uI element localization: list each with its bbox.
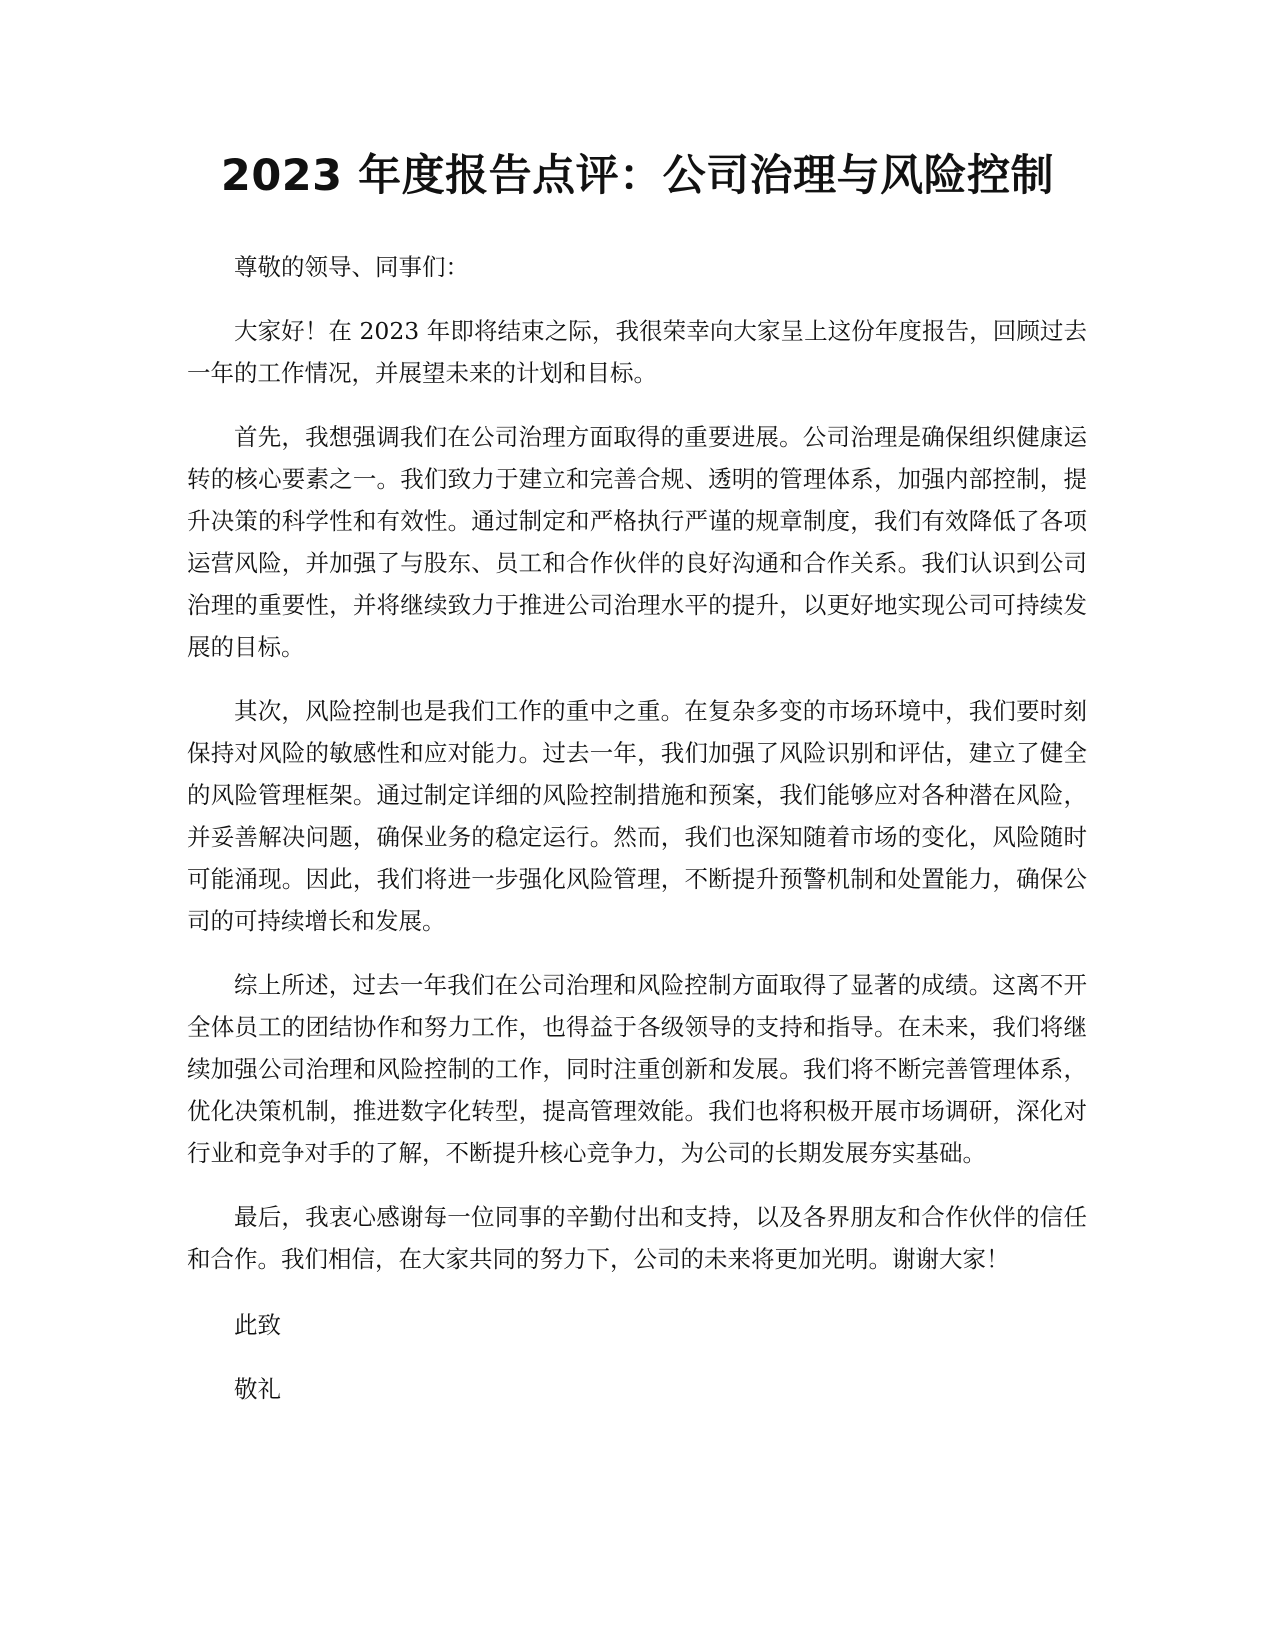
paragraph-thanks: 最后，我衷心感谢每一位同事的辛勤付出和支持，以及各界朋友和合作伙伴的信任和合作。我们相信，在大家共同的努力下，公司的未来将更加光明。谢谢大家！	[187, 1203, 1087, 1273]
closing-regards: 此致	[234, 1311, 281, 1339]
paragraph-corporate-governance: 首先，我想强调我们在公司治理方面取得的重要进展。公司治理是确保组织健康运转的核心要素之一。我们致力于建立和完善合规、透明的管理体系，加强内部控制，提升决策的科学性和有效性。通过制定和严格执行严谨的规章制度，我们有效降低了各项运营风险，并加强了与股东、员工和合作伙伴的良好沟通和合作关系。我们认识到公司治理的重要性，并将继续致力于推进公司治理水平的提升，以更好地实现公司可持续发展的目标。	[187, 423, 1087, 661]
paragraph-greeting: 大家好！在 2023 年即将结束之际，我很荣幸向大家呈上这份年度报告，回顾过去一年的工作情况，并展望未来的计划和目标。	[187, 317, 1087, 387]
document-body	[187, 246, 1087, 1430]
closing-salute: 敬礼	[234, 1375, 281, 1403]
paragraph-summary: 综上所述，过去一年我们在公司治理和风险控制方面取得了显著的成绩。这离不开全体员工的团结协作和努力工作，也得益于各级领导的支持和指导。在未来，我们将继续加强公司治理和风险控制的工作，同时注重创新和发展。我们将不断完善管理体系，优化决策机制，推进数字化转型，提高管理效能。我们也将积极开展市场调研，深化对行业和竞争对手的了解，不断提升核心竞争力，为公司的长期发展夯实基础。	[187, 971, 1087, 1167]
document-title: 2023 年度报告点评：公司治理与风险控制	[220, 151, 1055, 201]
paragraph-risk-control: 其次，风险控制也是我们工作的重中之重。在复杂多变的市场环境中，我们要时刻保持对风险的敏感性和应对能力。过去一年，我们加强了风险识别和评估，建立了健全的风险管理框架。通过制定详细的风险控制措施和预案，我们能够应对各种潜在风险，并妥善解决问题，确保业务的稳定运行。然而，我们也深知随着市场的变化，风险随时可能涌现。因此，我们将进一步强化风险管理，不断提升预警机制和处置能力，确保公司的可持续增长和发展。	[187, 697, 1087, 935]
salutation: 尊敬的领导、同事们：	[234, 253, 469, 281]
